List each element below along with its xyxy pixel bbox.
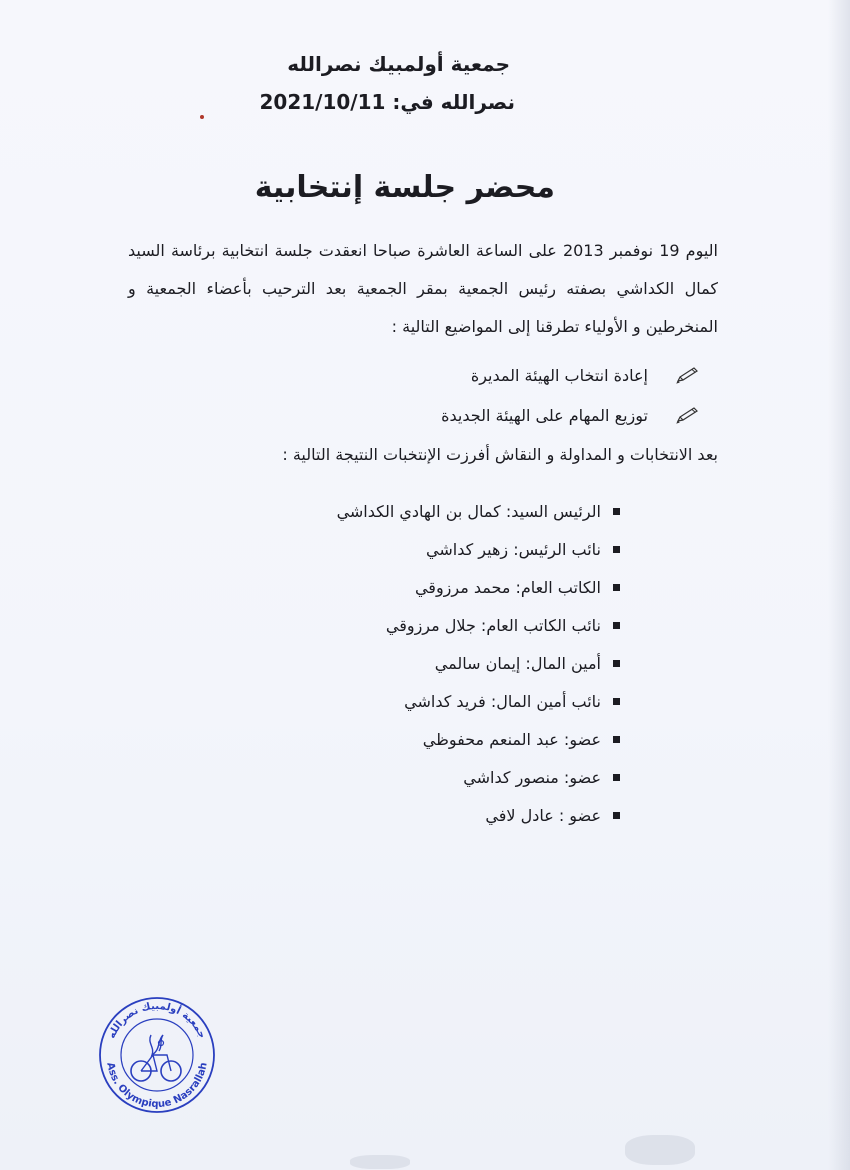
- member-item: [200, 492, 620, 530]
- member-text: عضو: عبد المنعم محفوظي: [422, 729, 601, 749]
- member-text: الكاتب العام: محمد مرزوقي: [414, 577, 601, 597]
- stamp-latin-text: Ass. Olympique Nasrallah: [104, 1061, 210, 1111]
- scan-smudge: [625, 1135, 695, 1165]
- square-bullet-icon: [613, 812, 620, 819]
- topic-label: إعادة انتخاب الهيئة المديرة: [470, 365, 648, 385]
- square-bullet-icon: [613, 660, 620, 667]
- members-list: [200, 492, 620, 834]
- topic-item: [300, 395, 700, 435]
- stamp-arabic-text: جمعية أولمبيك نصرالله: [106, 1001, 208, 1041]
- square-bullet-icon: [613, 508, 620, 515]
- scan-edge-shadow: [828, 0, 850, 1170]
- topic-label: توزيع المهام على الهيئة الجديدة: [441, 405, 648, 425]
- svg-text:جمعية أولمبيك نصرالله: [106, 1001, 207, 1040]
- ink-dot: [200, 115, 204, 119]
- topics-list: [300, 355, 700, 435]
- member-item: [200, 682, 620, 720]
- pencil-icon: [676, 366, 700, 384]
- intro-paragraph: اليوم 19 نوفمبر 2013 على الساعة العاشرة صباحا انعقدت جلسة انتخابية برئاسة السيد كمال الكداشي بصفته رئيس الجمعية بمقر الجمعية بعد الترحيب بأعضاء الجمعية و المنخرطين و الأولياء تطرقنا إلى المواضيع التالية :: [128, 241, 718, 336]
- member-text: أمين المال: إيمان سالمي: [434, 653, 601, 673]
- member-item: [200, 606, 620, 644]
- square-bullet-icon: [613, 584, 620, 591]
- scan-smudge: [350, 1155, 410, 1169]
- member-item: [200, 530, 620, 568]
- square-bullet-icon: [613, 546, 620, 553]
- member-item: [200, 720, 620, 758]
- member-item: [200, 758, 620, 796]
- member-text: عضو : عادل لافي: [485, 805, 601, 825]
- member-text: نائب أمين المال: فريد كداشي: [404, 691, 601, 711]
- member-text: نائب الرئيس: زهير كداشي: [426, 539, 601, 559]
- document-date: نصرالله في: 2021/10/11: [259, 90, 515, 114]
- member-text: الرئيس السيد: كمال بن الهادي الكداشي: [336, 501, 601, 521]
- member-item: [200, 644, 620, 682]
- square-bullet-icon: [613, 774, 620, 781]
- square-bullet-icon: [613, 698, 620, 705]
- organization-stamp: [97, 995, 217, 1115]
- member-text: عضو: منصور كداشي: [463, 767, 601, 787]
- member-item: [200, 568, 620, 606]
- square-bullet-icon: [613, 736, 620, 743]
- results-intro: بعد الانتخابات و المداولة و النقاش أفرزت الإنتخبات النتيجة التالية :: [282, 445, 718, 464]
- topic-item: [300, 355, 700, 395]
- square-bullet-icon: [613, 622, 620, 629]
- document-title: محضر جلسة إنتخابية: [254, 170, 555, 205]
- pencil-icon: [676, 406, 700, 424]
- member-text: نائب الكاتب العام: جلال مرزوقي: [385, 615, 601, 635]
- member-item: [200, 796, 620, 834]
- organization-name: جمعية أولمبيك نصرالله: [287, 52, 510, 76]
